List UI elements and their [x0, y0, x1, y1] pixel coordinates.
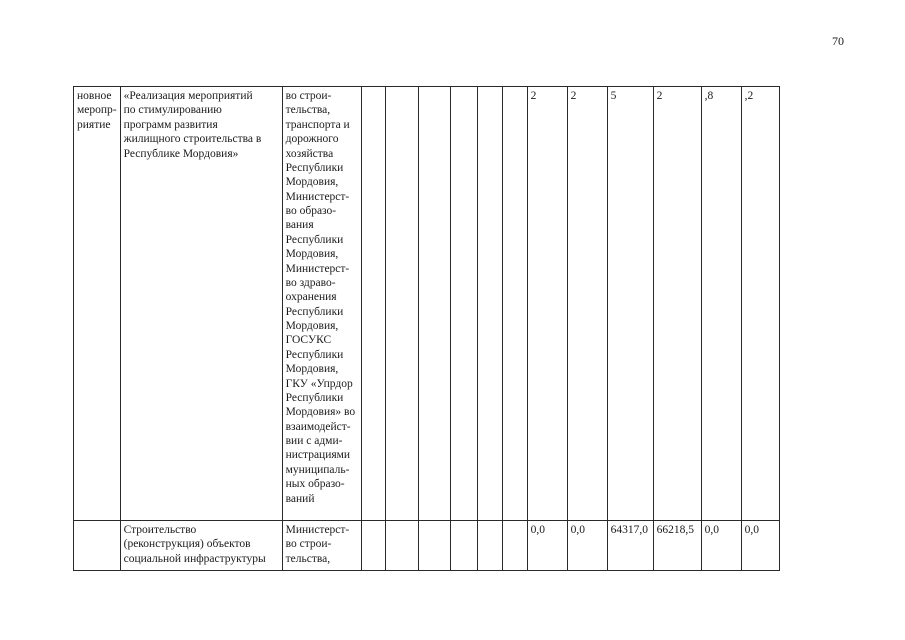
empty-cell — [450, 87, 477, 521]
value-cell: 0,0 — [527, 521, 567, 571]
row-type-cell — [74, 521, 121, 571]
table-row — [74, 521, 780, 571]
empty-cell — [361, 87, 385, 521]
empty-cell — [502, 87, 527, 521]
value-cell: ,2 — [741, 87, 779, 521]
executor-cell: Министерст- во строи- тельства, — [282, 521, 361, 571]
empty-cell — [477, 521, 502, 571]
value-cell: 2 — [567, 87, 607, 521]
value-cell: 0,0 — [741, 521, 779, 571]
empty-cell — [477, 87, 502, 521]
value-cell: 64317,0 — [607, 521, 653, 571]
empty-cell — [385, 521, 418, 571]
value-cell: ,8 — [701, 87, 741, 521]
empty-cell — [361, 521, 385, 571]
value-cell: 66218,5 — [653, 521, 701, 571]
value-cell: 0,0 — [701, 521, 741, 571]
value-cell: 0,0 — [567, 521, 607, 571]
value-cell: 2 — [527, 87, 567, 521]
activity-name-cell: Строительство (реконструкция) объектов социальной инфраструктуры — [120, 521, 282, 571]
empty-cell — [418, 521, 450, 571]
executor-cell: во строи- тельства, транспорта и дорожного хозяйства Республики Мордовия, Министерст- во образо- вания Республики Мордовия, Министерст- во здраво- охранения Республики Мордовия, ГОСУКС Республики Мордовия, ГКУ «Упрдор Республики Мордовия» во взаимодейст- вии с адми- нистрациями муниципаль- ных образо- ваний — [282, 87, 361, 521]
budget-table — [73, 86, 780, 571]
activity-name-cell: «Реализация мероприятий по стимулированию программ развития жилищного строительства в Республике Мордовия» — [120, 87, 282, 521]
empty-cell — [450, 521, 477, 571]
page-number: 70 — [832, 34, 844, 48]
value-cell: 5 — [607, 87, 653, 521]
row-type-cell: новное меропр- риятие — [74, 87, 121, 521]
empty-cell — [385, 87, 418, 521]
empty-cell — [502, 521, 527, 571]
value-cell: 2 — [653, 87, 701, 521]
table-row — [74, 87, 780, 521]
empty-cell — [418, 87, 450, 521]
